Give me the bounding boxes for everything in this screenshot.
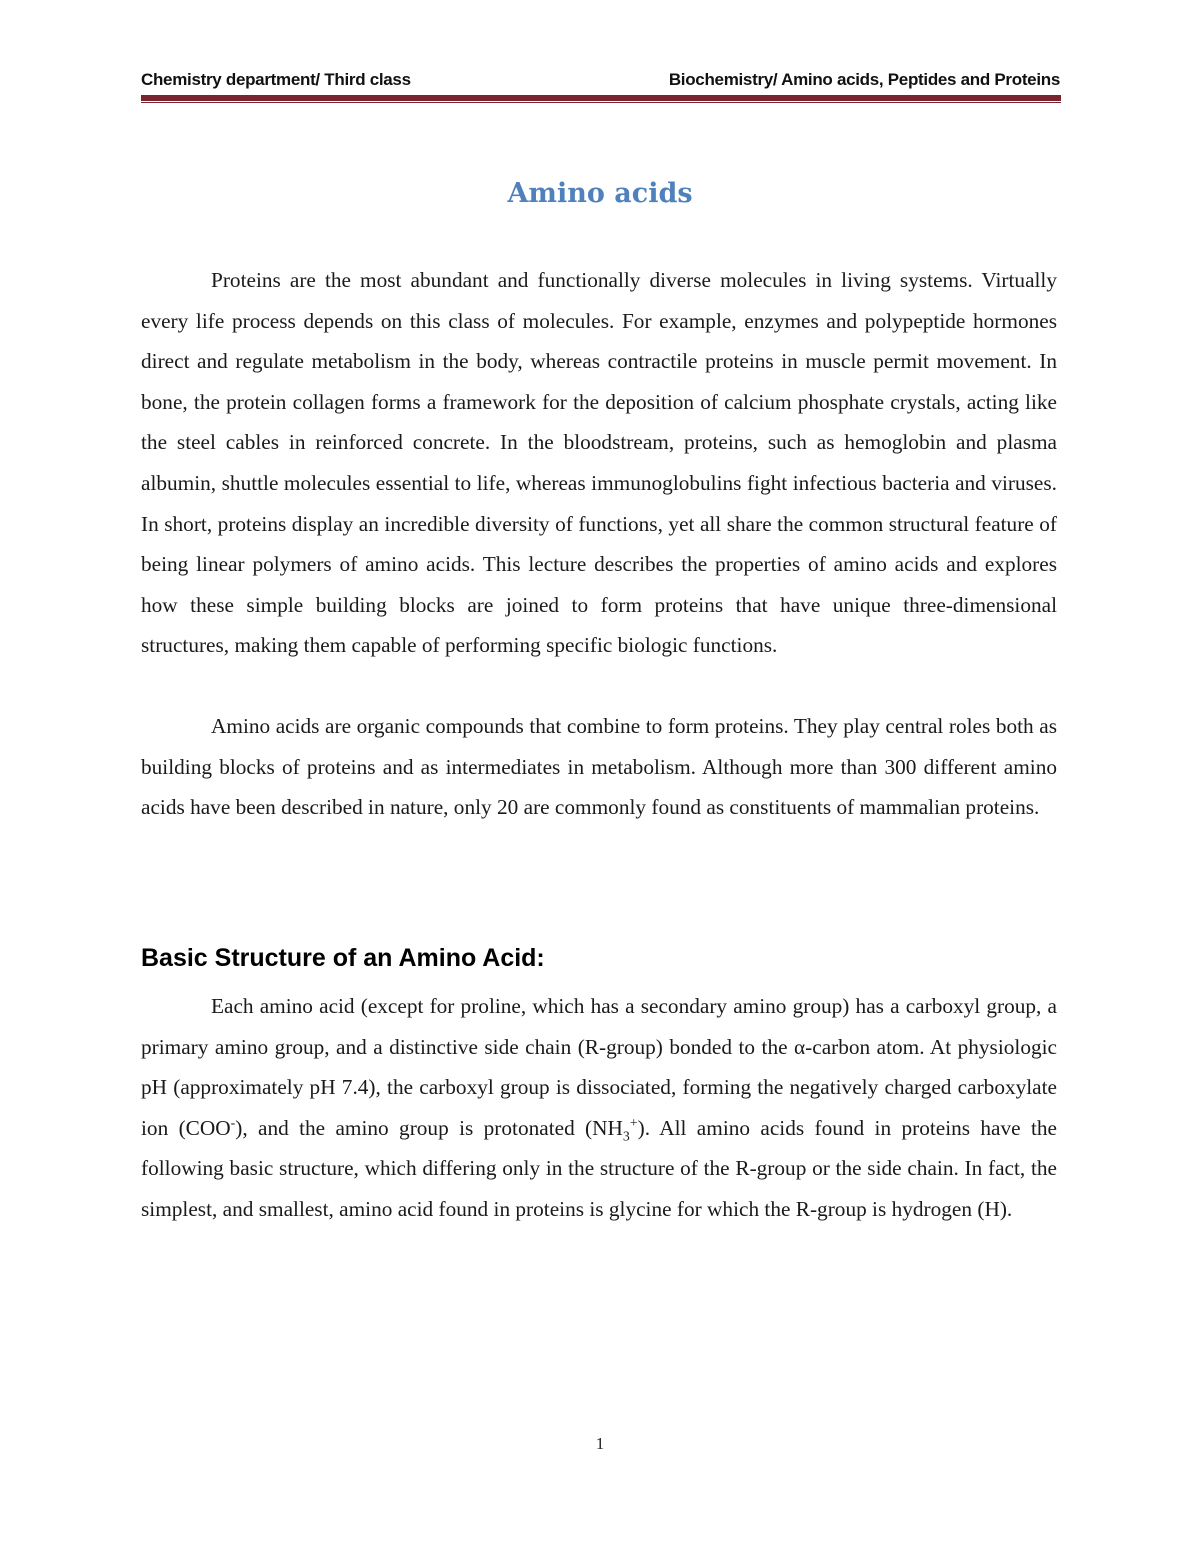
- header-left-text: Chemistry department/ Third class: [141, 70, 411, 89]
- header-right-text: Biochemistry/ Amino acids, Peptides and Proteins: [668, 70, 1060, 89]
- header-divider: [141, 95, 1061, 101]
- basic-structure-text-1: Each amino acid (except for proline, which has a secondary amino group) has a carboxyl group, a primary amino group, and a distinctive side chain (R-group) bonded to the α-carbon atom. At physiologic pH (approximately pH 7.4), the carboxyl group is dissociated, forming the negatively charged carboxylate ion (COO: [141, 994, 1057, 1140]
- page-number: 1: [595, 1434, 605, 1453]
- basic-structure-paragraph: [141, 986, 1057, 1230]
- subscript-three: 3: [622, 1128, 630, 1144]
- header-divider-thin: [141, 102, 1061, 103]
- page-title: Amino acids: [507, 178, 693, 210]
- section-heading: Basic Structure of an Amino Acid:: [141, 944, 545, 972]
- basic-structure-text-3: ). All amino acids found in proteins have the following basic structure, which differing only in the structure of the R-group or the side chain. In fact, the simplest, and smallest, amino acid found in proteins is glycine for which the R-group is hydrogen (H).: [141, 1115, 1057, 1221]
- amino-acids-paragraph: Amino acids are organic compounds that combine to form proteins. They play central roles both as building blocks of proteins and as intermediates in metabolism. Although more than 300 different amino acids have been described in nature, only 20 are commonly found as constituents of mammalian proteins.: [141, 714, 1057, 820]
- intro-paragraph: Proteins are the most abundant and functionally diverse molecules in living systems. Virtually every life process depends on this class of molecules. For example, enzymes and polypeptide hormones direct and regulate metabolism in the body, whereas contractile proteins in muscle permit movement. In bone, the protein collagen forms a framework for the deposition of calcium phosphate crystals, acting like the steel cables in reinforced concrete. In the bloodstream, proteins, such as hemoglobin and plasma albumin, shuttle molecules essential to life, whereas immunoglobulins fight infectious bacteria and viruses. In short, proteins display an incredible diversity of functions, yet all share the common structural feature of being linear polymers of amino acids. This lecture describes the properties of amino acids and explores how these simple building blocks are joined to form proteins that have unique three-dimensional structures, making them capable of performing specific biologic functions.: [141, 268, 1057, 658]
- page-header: [141, 70, 1060, 90]
- basic-structure-text-2: ), and the amino group is protonated (NH: [235, 1115, 623, 1140]
- superscript-plus: +: [629, 1114, 638, 1130]
- superscript-minus: -: [230, 1114, 236, 1130]
